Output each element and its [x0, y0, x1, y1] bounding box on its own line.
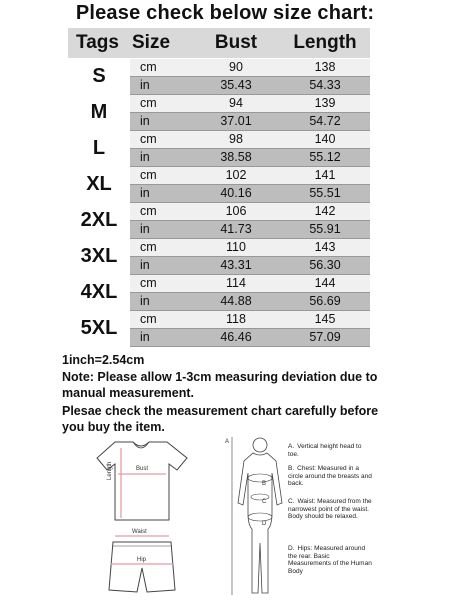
unit-cell: cm [130, 167, 192, 185]
size-chart-table [68, 28, 370, 347]
bust-cell: 118 [192, 311, 280, 329]
annotation-d [288, 545, 374, 575]
bust-cell: 37.01 [192, 113, 280, 131]
size-tag: 5XL [68, 311, 130, 347]
length-cell: 145 [280, 311, 370, 329]
annotation-d-text: Hips: Measured around the rear. Basic Measurements of the Human Body [288, 545, 372, 575]
length-cell: 56.30 [280, 257, 370, 275]
table-row [68, 59, 370, 77]
length-label: Length [107, 461, 113, 480]
header-tags: Tags [68, 28, 130, 59]
bust-cell: 98 [192, 131, 280, 149]
size-tag: S [68, 59, 130, 95]
unit-cell: in [130, 77, 192, 95]
unit-cell: cm [130, 311, 192, 329]
unit-cell: in [130, 113, 192, 131]
body-mark-b: B [262, 481, 267, 487]
header-size: Size [130, 28, 192, 59]
length-cell: 54.33 [280, 77, 370, 95]
hip-label: Hip [137, 557, 147, 563]
bust-cell: 102 [192, 167, 280, 185]
header-bust: Bust [192, 28, 280, 59]
size-tag: 2XL [68, 203, 130, 239]
header-length: Length [280, 28, 370, 59]
annotation-a-text: Vertical height head to toe. [288, 443, 362, 458]
size-tag: M [68, 95, 130, 131]
body-mark-c: C [262, 499, 267, 505]
check-chart-note: Plesae check the measurement chart carefully before you buy the item. [62, 404, 379, 434]
garment-diagram [95, 440, 195, 600]
unit-cell: cm [130, 239, 192, 257]
unit-cell: in [130, 221, 192, 239]
annotation-c [288, 498, 374, 521]
length-cell: 141 [280, 167, 370, 185]
table-body [68, 59, 370, 347]
bust-cell: 106 [192, 203, 280, 221]
bust-cell: 94 [192, 95, 280, 113]
bust-cell: 38.58 [192, 149, 280, 167]
length-cell: 56.69 [280, 293, 370, 311]
bust-label: Bust [136, 466, 149, 472]
length-cell: 55.12 [280, 149, 370, 167]
human-body-illustration [222, 433, 295, 600]
bust-cell: 114 [192, 275, 280, 293]
bust-cell: 90 [192, 59, 280, 77]
unit-cell: cm [130, 131, 192, 149]
unit-cell: in [130, 257, 192, 275]
table-row [68, 275, 370, 293]
unit-cell: cm [130, 275, 192, 293]
waist-label: Waist [132, 529, 147, 535]
annotation-a [288, 443, 374, 458]
length-cell: 140 [280, 131, 370, 149]
table-row [68, 167, 370, 185]
unit-cell: in [130, 293, 192, 311]
table-row [68, 239, 370, 257]
size-tag: XL [68, 167, 130, 203]
length-cell: 57.09 [280, 329, 370, 347]
length-cell: 55.91 [280, 221, 370, 239]
table-row [68, 203, 370, 221]
annotation-c-letter: C. [288, 498, 295, 505]
annotation-b [288, 465, 374, 488]
unit-cell: in [130, 185, 192, 203]
annotation-d-letter: D. [288, 545, 295, 552]
unit-cell: cm [130, 95, 192, 113]
size-chart-title: Please check below size chart: [75, 2, 375, 24]
garment-illustration [95, 440, 195, 600]
length-cell: 138 [280, 59, 370, 77]
unit-cell: cm [130, 203, 192, 221]
length-cell: 144 [280, 275, 370, 293]
table-header-row [68, 28, 370, 59]
unit-cell: cm [130, 59, 192, 77]
length-cell: 142 [280, 203, 370, 221]
unit-cell: in [130, 329, 192, 347]
bust-cell: 110 [192, 239, 280, 257]
inch-conversion-note: 1inch=2.54cm [62, 353, 145, 367]
annotation-b-letter: B. [288, 465, 295, 472]
bust-cell: 41.73 [192, 221, 280, 239]
annotation-b-text: Chest: Measured in a circle around the breasts and back. [288, 465, 372, 487]
bust-cell: 46.46 [192, 329, 280, 347]
length-cell: 139 [280, 95, 370, 113]
size-tag: 4XL [68, 275, 130, 311]
annotation-a-letter: A. [288, 443, 295, 450]
table-row [68, 311, 370, 329]
body-mark-a: A [225, 439, 230, 445]
measuring-deviation-note: Note: Please allow 1-3cm measuring deviation due to manual measurement. [62, 370, 378, 400]
table-row [68, 95, 370, 113]
size-tag: L [68, 131, 130, 167]
body-measurement-diagram [222, 433, 382, 600]
length-cell: 55.51 [280, 185, 370, 203]
length-cell: 54.72 [280, 113, 370, 131]
length-cell: 143 [280, 239, 370, 257]
body-mark-d: D [262, 521, 267, 527]
bust-cell: 44.88 [192, 293, 280, 311]
annotation-c-text: Waist: Measured from the narrowest point of the waist. Body should be relaxed. [288, 498, 372, 520]
bust-cell: 35.43 [192, 77, 280, 95]
table-row [68, 131, 370, 149]
bust-cell: 40.16 [192, 185, 280, 203]
size-tag: 3XL [68, 239, 130, 275]
unit-cell: in [130, 149, 192, 167]
notes-section [62, 352, 392, 435]
bust-cell: 43.31 [192, 257, 280, 275]
